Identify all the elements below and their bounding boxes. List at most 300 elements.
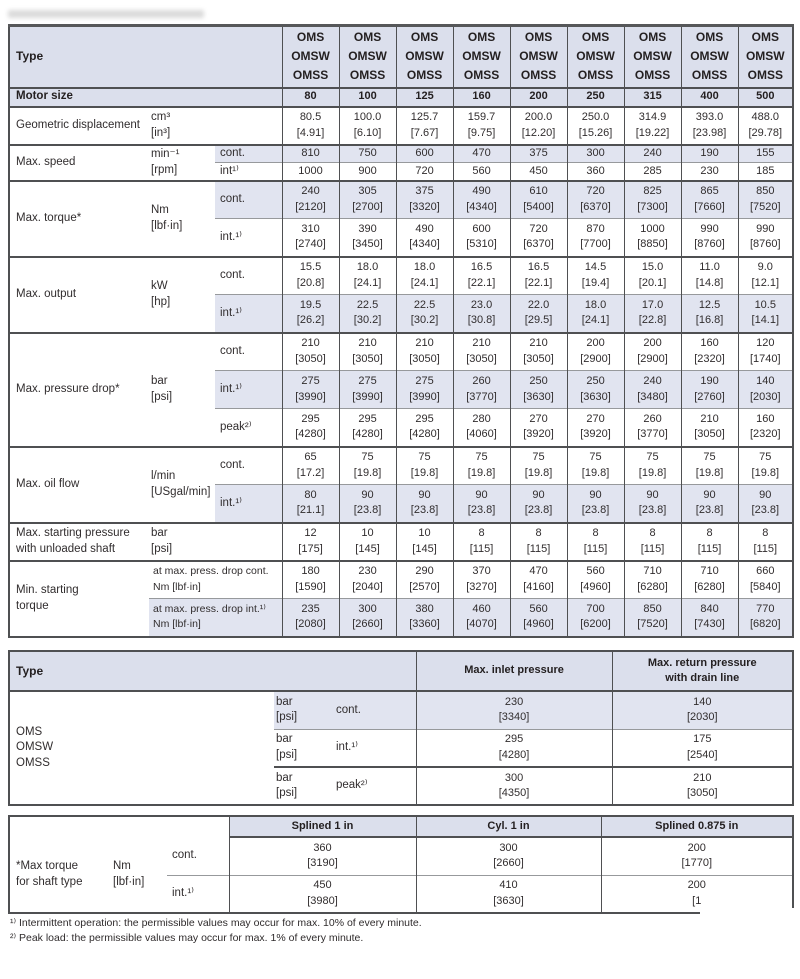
text-line: [6280] bbox=[637, 580, 668, 593]
text-line: [7.67] bbox=[410, 126, 439, 139]
value-cell bbox=[624, 333, 681, 371]
text-line: 75 bbox=[475, 451, 488, 464]
value-cell bbox=[453, 295, 510, 333]
value-cell bbox=[681, 485, 738, 523]
text-line: 470 bbox=[472, 147, 491, 159]
value-cell bbox=[453, 599, 510, 637]
text-line: Max. pressure drop* bbox=[16, 382, 120, 395]
value-cell bbox=[282, 523, 339, 561]
value-cell bbox=[510, 447, 567, 485]
text-line: 14.5 bbox=[584, 261, 607, 274]
text-line: [19.8] bbox=[410, 466, 439, 479]
value-cell bbox=[282, 145, 339, 163]
text-line: int.¹⁾ bbox=[220, 496, 242, 509]
text-line: [psi] bbox=[276, 711, 298, 724]
value-cell bbox=[510, 257, 567, 295]
text-line: 160 bbox=[756, 412, 775, 425]
text-line: 490 bbox=[472, 185, 491, 198]
text-line: [4960] bbox=[580, 580, 611, 593]
text-line: 11.0 bbox=[699, 261, 720, 274]
text-line: 8 bbox=[478, 527, 485, 539]
value-cell bbox=[339, 599, 396, 637]
value-cell bbox=[624, 561, 681, 599]
text-line: 285 bbox=[643, 164, 662, 177]
value-cell bbox=[738, 409, 793, 447]
text-line: 500 bbox=[756, 90, 775, 103]
text-line: [hp] bbox=[151, 295, 171, 308]
value-cell bbox=[510, 599, 567, 637]
text-line: OMSW bbox=[633, 49, 672, 64]
text-line: Motor size bbox=[16, 90, 73, 103]
text-line: 560 bbox=[472, 164, 491, 177]
text-line: [8760] bbox=[749, 238, 781, 251]
value-cell bbox=[396, 145, 453, 163]
spec-row bbox=[9, 107, 793, 145]
unit-cell bbox=[149, 523, 282, 561]
blurred-title-bar bbox=[8, 10, 204, 18]
row-label bbox=[9, 523, 149, 561]
text-line: 22.5 bbox=[356, 298, 379, 311]
text-line: [8760] bbox=[694, 238, 725, 251]
value-cell bbox=[681, 145, 738, 163]
spec-row bbox=[9, 447, 793, 485]
value-cell bbox=[453, 145, 510, 163]
text-line: Max. return pressure bbox=[647, 656, 757, 669]
unit-cell bbox=[111, 837, 167, 913]
text-line: 75 bbox=[361, 451, 374, 464]
text-line: 90 bbox=[646, 488, 659, 501]
text-line: 870 bbox=[586, 222, 605, 235]
text-line: kW bbox=[151, 280, 168, 292]
text-line: 700 bbox=[586, 602, 605, 615]
text-line: cont. bbox=[220, 193, 245, 205]
text-line: Nm [lbf·in] bbox=[153, 618, 201, 631]
text-line: [6200] bbox=[580, 618, 611, 631]
value-cell bbox=[624, 523, 681, 561]
text-line: 16.5 bbox=[527, 261, 550, 274]
value-cell bbox=[396, 485, 453, 523]
series-header-cell bbox=[624, 26, 681, 88]
value-cell bbox=[624, 107, 681, 145]
text-line: 22.0 bbox=[527, 298, 550, 311]
text-line: bar bbox=[276, 733, 293, 746]
text-line: 230 bbox=[700, 164, 719, 177]
value-cell bbox=[339, 523, 396, 561]
text-line: [4960] bbox=[523, 618, 554, 631]
inlet-value-cell bbox=[416, 729, 612, 767]
text-line: with unloaded shaft bbox=[16, 542, 116, 555]
type-header-row bbox=[9, 26, 793, 88]
text-line: [3630] bbox=[523, 390, 554, 403]
text-line: 360 bbox=[586, 164, 605, 177]
text-line: 210 bbox=[472, 337, 491, 350]
condition-cell bbox=[215, 295, 282, 333]
text-line: 90 bbox=[418, 488, 431, 501]
text-line: OMS bbox=[467, 30, 496, 45]
text-line: OMS bbox=[751, 30, 779, 45]
value-cell bbox=[681, 257, 738, 295]
text-line: 23.0 bbox=[470, 298, 493, 311]
value-cell bbox=[567, 145, 624, 163]
value-cell bbox=[567, 371, 624, 409]
text-line: 240 bbox=[643, 147, 662, 159]
row-label bbox=[9, 333, 149, 447]
text-line: l/min bbox=[151, 470, 176, 482]
row-label bbox=[9, 145, 149, 181]
text-line: [3920] bbox=[580, 428, 611, 441]
value-cell bbox=[510, 485, 567, 523]
spec-row bbox=[9, 181, 793, 219]
value-cell bbox=[282, 333, 339, 371]
value-cell bbox=[510, 561, 567, 599]
row-label bbox=[9, 561, 149, 637]
text-line: [4280] bbox=[498, 748, 530, 761]
value-cell bbox=[339, 409, 396, 447]
text-line: Type bbox=[16, 663, 44, 678]
motor-size-cell bbox=[681, 88, 738, 107]
text-line: peak²⁾ bbox=[336, 779, 368, 792]
return-value-cell bbox=[612, 691, 793, 729]
text-line: 710 bbox=[643, 565, 662, 578]
text-line: 300 bbox=[504, 771, 524, 784]
text-line: [175] bbox=[298, 542, 323, 555]
text-line: 16.5 bbox=[470, 261, 493, 274]
text-line: [24.1] bbox=[353, 276, 382, 289]
text-line: 290 bbox=[415, 565, 434, 578]
row-label bbox=[9, 447, 149, 523]
text-line: [2700] bbox=[352, 200, 383, 213]
value-cell bbox=[453, 257, 510, 295]
value-cell bbox=[396, 371, 453, 409]
value-cell bbox=[624, 485, 681, 523]
text-line: OMS bbox=[638, 30, 667, 45]
value-cell bbox=[738, 485, 793, 523]
text-line: [19.8] bbox=[695, 466, 724, 479]
value-cell bbox=[453, 163, 510, 181]
text-line: [8850] bbox=[637, 238, 668, 251]
text-line: 990 bbox=[700, 222, 719, 235]
text-line: int.¹⁾ bbox=[220, 306, 242, 319]
text-line: Max. oil flow bbox=[16, 477, 80, 490]
text-line: 9.0 bbox=[757, 261, 773, 274]
value-cell bbox=[339, 181, 396, 219]
value-cell bbox=[624, 371, 681, 409]
text-line: OMSS bbox=[691, 68, 728, 83]
text-line: int.¹⁾ bbox=[220, 382, 242, 395]
text-line: [6370] bbox=[580, 200, 611, 213]
text-line: [2660] bbox=[493, 857, 524, 870]
text-line: 460 bbox=[472, 602, 491, 615]
text-line: OMSW bbox=[348, 49, 387, 64]
text-line: 900 bbox=[358, 164, 377, 177]
value-cell bbox=[396, 409, 453, 447]
value-cell bbox=[510, 333, 567, 371]
series-header-cell bbox=[339, 26, 396, 88]
condition-cell bbox=[215, 409, 282, 447]
text-line: [19.8] bbox=[751, 466, 780, 479]
value-cell bbox=[282, 257, 339, 295]
text-line: 140 bbox=[693, 695, 712, 708]
text-line: [lbf·in] bbox=[151, 219, 183, 232]
value-cell bbox=[282, 219, 339, 257]
value-cell bbox=[681, 523, 738, 561]
value-cell bbox=[510, 523, 567, 561]
text-line: [23.8] bbox=[353, 504, 382, 517]
text-line: 375 bbox=[415, 185, 434, 198]
text-line: [3980] bbox=[307, 894, 338, 907]
text-line: 90 bbox=[475, 488, 488, 501]
text-line: [22.1] bbox=[467, 276, 496, 289]
value-cell bbox=[681, 295, 738, 333]
footnotes bbox=[10, 916, 422, 946]
text-line: [19.8] bbox=[353, 466, 382, 479]
value-cell bbox=[453, 447, 510, 485]
text-line: [6370] bbox=[523, 238, 554, 251]
text-line: [psi] bbox=[276, 787, 298, 799]
text-line: [19.8] bbox=[638, 466, 667, 479]
series-header-cell bbox=[282, 26, 339, 88]
text-line: [3770] bbox=[466, 390, 497, 403]
text-line: [15.26] bbox=[578, 126, 613, 139]
pressure-header-row bbox=[9, 651, 793, 691]
text-line: 280 bbox=[472, 412, 491, 425]
text-line: OMS bbox=[296, 30, 325, 45]
text-line: 90 bbox=[703, 488, 716, 501]
value-cell bbox=[567, 599, 624, 637]
text-line: [1 bbox=[692, 894, 702, 907]
text-line: 450 bbox=[313, 879, 332, 892]
text-line: 230 bbox=[504, 695, 524, 708]
text-line: 155 bbox=[756, 147, 775, 159]
text-line: [115] bbox=[753, 542, 778, 555]
text-line: 160 bbox=[700, 337, 719, 350]
text-line: [2120] bbox=[295, 200, 326, 213]
text-line: [6280] bbox=[694, 580, 725, 593]
text-line: [psi] bbox=[151, 542, 173, 555]
text-line: [29.5] bbox=[524, 314, 553, 327]
text-line: 12 bbox=[304, 527, 317, 539]
text-line: [4070] bbox=[466, 618, 497, 631]
text-line: 720 bbox=[415, 164, 434, 177]
value-cell bbox=[416, 837, 601, 875]
text-line: OMSW bbox=[16, 741, 54, 754]
text-line: 840 bbox=[700, 602, 719, 615]
text-line: 22.5 bbox=[413, 298, 436, 311]
value-cell bbox=[396, 523, 453, 561]
value-cell bbox=[396, 107, 453, 145]
text-line: 200 bbox=[687, 879, 706, 892]
text-line: bar bbox=[276, 695, 293, 708]
text-line: OMSW bbox=[690, 49, 729, 64]
text-line: [12.20] bbox=[521, 126, 556, 139]
text-line: 260 bbox=[643, 412, 662, 425]
shaft-header-row bbox=[9, 816, 793, 837]
text-line: [3360] bbox=[409, 618, 440, 631]
value-cell bbox=[738, 333, 793, 371]
unit-cell bbox=[274, 691, 331, 729]
text-line: [115] bbox=[469, 542, 494, 555]
condition-cell bbox=[331, 767, 416, 805]
text-line: int.¹⁾ bbox=[172, 887, 194, 899]
return-pressure-header bbox=[612, 651, 793, 691]
text-line: [4280] bbox=[352, 428, 383, 441]
text-line: [23.98] bbox=[692, 126, 727, 139]
text-line: [4060] bbox=[466, 428, 497, 441]
text-line: OMSS bbox=[463, 68, 500, 83]
condition-cell bbox=[215, 447, 282, 485]
text-line: [6.10] bbox=[353, 126, 382, 139]
text-line: 410 bbox=[499, 879, 518, 892]
series-header-cell bbox=[510, 26, 567, 88]
value-cell bbox=[738, 181, 793, 219]
text-line: for shaft type bbox=[16, 875, 83, 888]
condition-cell bbox=[215, 219, 282, 257]
value-cell bbox=[510, 145, 567, 163]
spec-row bbox=[9, 257, 793, 295]
text-line: bar bbox=[151, 527, 168, 539]
text-line: [3450] bbox=[352, 238, 383, 251]
value-cell bbox=[339, 295, 396, 333]
text-line: 200 bbox=[529, 90, 548, 103]
value-cell bbox=[681, 599, 738, 637]
value-cell bbox=[738, 447, 793, 485]
value-cell bbox=[396, 447, 453, 485]
text-line: OMS bbox=[410, 30, 439, 45]
value-cell bbox=[567, 485, 624, 523]
text-line: [21.1] bbox=[296, 504, 325, 517]
text-line: 125 bbox=[415, 90, 434, 103]
footnote-intermittent: ¹⁾ Intermittent operation: the permissible values may occur for max. 10% of every minute. bbox=[10, 917, 422, 929]
text-line: 100 bbox=[358, 90, 377, 103]
text-line: [5310] bbox=[466, 238, 497, 251]
text-line: [3050] bbox=[694, 428, 725, 441]
unit-cell bbox=[149, 107, 282, 145]
value-cell bbox=[282, 181, 339, 219]
text-line: [3770] bbox=[637, 428, 668, 441]
text-line: OMS bbox=[16, 725, 43, 738]
value-cell bbox=[567, 219, 624, 257]
text-line: [2900] bbox=[580, 352, 611, 365]
text-line: [115] bbox=[583, 542, 608, 555]
text-line: [16.8] bbox=[695, 314, 724, 327]
text-line: [23.8] bbox=[695, 504, 724, 517]
text-line: 720 bbox=[586, 185, 605, 198]
value-cell bbox=[567, 561, 624, 599]
value-cell bbox=[396, 257, 453, 295]
text-line: 305 bbox=[358, 185, 377, 198]
text-line: int.¹⁾ bbox=[220, 230, 242, 243]
text-line: bar bbox=[151, 375, 168, 387]
text-line: 210 bbox=[415, 337, 434, 350]
text-line: 490 bbox=[415, 222, 434, 235]
text-line: 75 bbox=[759, 451, 772, 464]
text-line: [7700] bbox=[580, 238, 611, 251]
text-line: [3990] bbox=[352, 390, 383, 403]
value-cell bbox=[624, 181, 681, 219]
text-line: [psi] bbox=[151, 390, 173, 403]
text-line: [3630] bbox=[493, 894, 524, 907]
text-line: [3480] bbox=[637, 390, 668, 403]
text-line: [3050] bbox=[295, 352, 326, 365]
text-line: 360 bbox=[313, 841, 332, 854]
text-line: 315 bbox=[643, 90, 662, 103]
value-cell bbox=[681, 181, 738, 219]
text-line: [2320] bbox=[749, 428, 781, 441]
value-cell bbox=[510, 107, 567, 145]
value-cell bbox=[339, 371, 396, 409]
value-cell bbox=[396, 599, 453, 637]
value-cell bbox=[339, 145, 396, 163]
text-line: [2900] bbox=[637, 352, 668, 365]
series-header-cell bbox=[681, 26, 738, 88]
text-line: [rpm] bbox=[151, 163, 178, 176]
text-line: [30.2] bbox=[353, 314, 382, 327]
shaft-type-header bbox=[601, 816, 793, 837]
text-line: [29.78] bbox=[748, 126, 783, 139]
text-line: 10 bbox=[418, 527, 431, 539]
text-line: Min. starting bbox=[16, 584, 79, 596]
text-line: 1000 bbox=[298, 164, 323, 177]
text-line: 15.0 bbox=[641, 261, 664, 274]
value-cell bbox=[282, 447, 339, 485]
value-cell bbox=[453, 409, 510, 447]
row-label bbox=[9, 837, 111, 913]
text-line: 75 bbox=[532, 451, 545, 464]
value-cell bbox=[510, 409, 567, 447]
value-cell bbox=[681, 219, 738, 257]
motor-spec-table bbox=[8, 24, 794, 638]
value-cell bbox=[624, 447, 681, 485]
value-cell bbox=[282, 295, 339, 333]
text-line: 17.0 bbox=[641, 298, 664, 311]
value-cell bbox=[453, 371, 510, 409]
text-line: [6820] bbox=[749, 618, 781, 631]
text-line: 12.5 bbox=[698, 298, 721, 311]
text-line: 370 bbox=[472, 565, 491, 578]
text-line: [3270] bbox=[466, 580, 497, 593]
value-cell bbox=[339, 447, 396, 485]
text-line: OMSW bbox=[462, 49, 501, 64]
value-cell bbox=[339, 485, 396, 523]
text-line: Max. torque* bbox=[16, 211, 82, 224]
pressure-limits-table bbox=[8, 650, 794, 806]
spec-row bbox=[9, 561, 793, 599]
inlet-pressure-header bbox=[416, 651, 612, 691]
text-line: 19.5 bbox=[299, 298, 322, 311]
text-line: [lbf·in] bbox=[113, 875, 145, 888]
text-line: 850 bbox=[756, 185, 775, 198]
text-line: cont. bbox=[172, 849, 197, 861]
series-header-cell bbox=[738, 26, 793, 88]
condition-cell bbox=[331, 691, 416, 729]
text-line: OMSW bbox=[405, 49, 444, 64]
text-line: 230 bbox=[358, 565, 377, 578]
text-line: 90 bbox=[532, 488, 545, 501]
unit-cell bbox=[274, 767, 331, 805]
text-line: 235 bbox=[301, 602, 320, 615]
text-line: [2040] bbox=[352, 580, 383, 593]
text-line: 295 bbox=[358, 412, 377, 425]
text-line: [23.8] bbox=[410, 504, 439, 517]
value-cell bbox=[510, 371, 567, 409]
text-line: 295 bbox=[301, 412, 320, 425]
text-line: 10 bbox=[361, 527, 374, 539]
text-line: cont. bbox=[220, 459, 245, 471]
text-line: 75 bbox=[589, 451, 602, 464]
text-line: 90 bbox=[759, 488, 772, 501]
row-label bbox=[9, 181, 149, 257]
text-line: int.¹⁾ bbox=[336, 741, 358, 753]
